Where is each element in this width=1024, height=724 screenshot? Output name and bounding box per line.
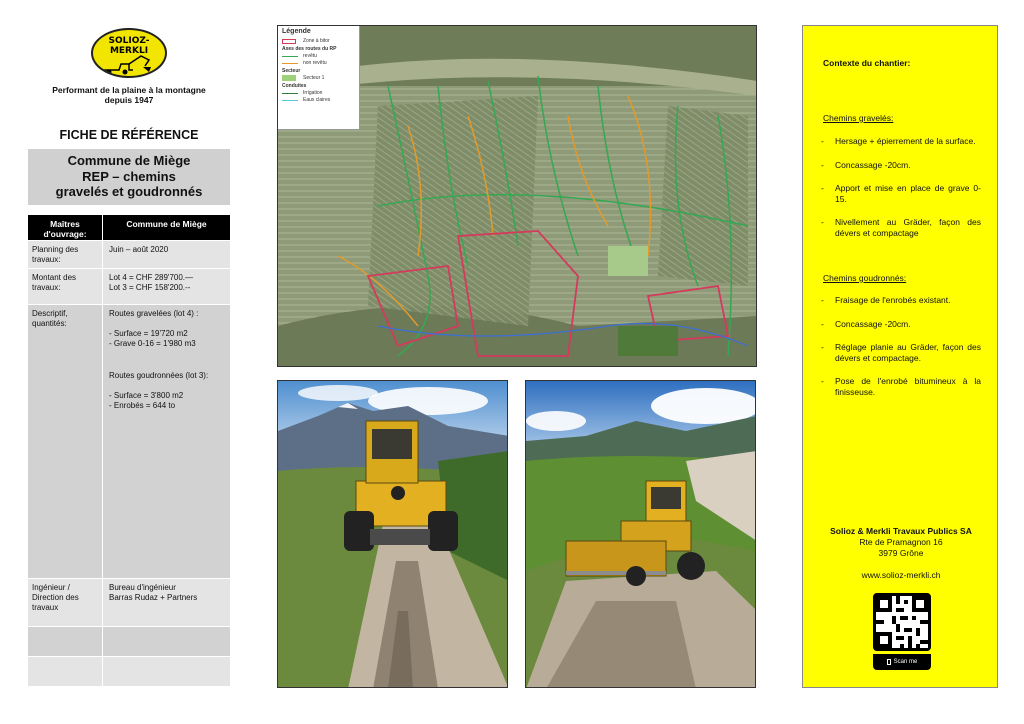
montant-line-1: Lot 4 = CHF 289'700.— — [109, 273, 194, 282]
lot4-list — [109, 329, 224, 349]
empty-cell — [103, 657, 230, 686]
orange-line-swatch — [282, 63, 298, 64]
commune-line-3: gravelés et goudronnés — [55, 184, 203, 199]
map-legend — [278, 26, 360, 130]
fiche-title: FICHE DE RÉFÉRENCE — [59, 128, 199, 142]
context-panel — [802, 25, 998, 688]
green-line-swatch — [282, 56, 298, 57]
list-item-text: Nivellement au Gräder, façon des dévers et compactage — [835, 217, 981, 238]
list-item: - Hersage + épierrement de la surface. — [821, 136, 976, 146]
tagline-line-1: Performant de la plaine à la montagne — [52, 85, 206, 95]
qr-code[interactable] — [873, 593, 931, 651]
empty-cell — [28, 657, 103, 686]
scan-me-text: Scan me — [893, 658, 918, 665]
list-item-text: Concassage -20cm. — [835, 159, 911, 170]
lot3-list — [109, 391, 224, 411]
descriptif-label: Descriptif, quantités: — [28, 305, 103, 578]
list-item: - Pose de l'enrobé bitumineux à la finisseuse. — [821, 376, 981, 397]
legend-item — [282, 60, 355, 66]
table-row — [28, 579, 230, 627]
montant-line-2: Lot 3 = CHF 158'200.-- — [109, 283, 191, 292]
list-item-text: Réglage planie au Gräder, façon des dévers et compactage. — [835, 342, 981, 363]
legend-label: Irrigation — [303, 90, 323, 96]
tagline-line-2: depuis 1947 — [104, 95, 154, 105]
empty-cell — [28, 627, 103, 656]
ingenieur-line-2: Barras Rudaz + Partners — [109, 593, 198, 602]
montant-value — [103, 269, 230, 304]
list-item: - Grave 0-16 = 1'980 m3 — [109, 339, 196, 348]
list-item-text: Fraisage de l'enrobés existant. — [835, 295, 951, 305]
qr-code-icon — [876, 596, 928, 648]
maitres-label: Maîtres d'ouvrage: — [28, 215, 103, 240]
list-item: - Concassage -20cm. — [821, 318, 911, 329]
list-item-text: Hersage + épierrement de la surface. — [835, 136, 976, 146]
list-item: - Apport et mise en place de grave 0-15. — [821, 183, 981, 204]
tagline — [28, 85, 230, 105]
graveles-list — [821, 136, 981, 251]
list-item: - Fraisage de l'enrobés existant. — [821, 295, 951, 305]
list-item: - Enrobés = 644 to — [109, 401, 176, 410]
list-item: - Surface = 3'800 m2 — [109, 391, 184, 400]
legend-title: Légende — [282, 28, 311, 35]
lot3-title: Routes goudronnées (lot 3): — [109, 371, 209, 380]
scan-me-label[interactable] — [873, 654, 931, 670]
legend-label: Zone à bitor — [303, 38, 330, 44]
logo-text: SOLIOZ-MERKLI — [108, 36, 150, 56]
legend-label: non revêtu — [303, 60, 327, 66]
company-website[interactable]: www.solioz-merkli.ch — [861, 570, 941, 580]
goudronnes-title: Chemins goudronnés: — [823, 273, 907, 283]
company-logo — [91, 28, 167, 78]
legend-header: Conduites — [282, 83, 307, 89]
photo-grader-front — [525, 380, 756, 688]
table-header-row — [28, 215, 230, 241]
list-item: - Concassage -20cm. — [821, 159, 911, 170]
phone-icon — [887, 659, 891, 665]
ingenieur-label: Ingénieur / Direction des travaux — [28, 579, 103, 626]
list-item-text: Concassage -20cm. — [835, 318, 911, 329]
goudronnes-list — [821, 295, 981, 410]
ingenieur-value — [103, 579, 230, 626]
photo-grader-rear — [277, 380, 508, 688]
table-row — [28, 241, 230, 269]
table-row-empty — [28, 627, 230, 657]
planning-value: Juin – août 2020 — [109, 245, 169, 254]
company-address-1: Rte de Pramagnon 16 — [859, 537, 943, 547]
list-item-text: Pose de l'enrobé bitumineux à la finisseuse. — [835, 376, 981, 397]
zone-swatch — [282, 39, 296, 44]
excavator-icon — [99, 50, 159, 76]
cyan-line-swatch — [282, 100, 298, 101]
list-item: - Nivellement au Gräder, façon des dévers et compactage — [821, 217, 981, 238]
montant-label: Montant des travaux: — [28, 269, 103, 304]
lot4-title: Routes gravelées (lot 4) : — [109, 309, 199, 318]
list-item-text: Apport et mise en place de grave 0-15. — [835, 183, 981, 204]
legend-label: revêtu — [303, 53, 317, 59]
commune-line-1: Commune de Miège — [67, 153, 191, 168]
commune-title-box — [28, 149, 230, 205]
legend-label: Secteur 1 — [303, 75, 325, 81]
grader-photo-image — [278, 381, 508, 688]
site-map — [277, 25, 757, 367]
legend-item — [282, 75, 355, 81]
table-row — [28, 269, 230, 305]
legend-header: Secteur — [282, 68, 301, 74]
legend-item — [282, 38, 355, 44]
legend-item — [282, 90, 355, 96]
empty-cell — [103, 627, 230, 656]
commune-line-2: REP – chemins — [82, 168, 176, 184]
maitres-value: Commune de Miège — [126, 219, 207, 229]
company-name: Solioz & Merkli Travaux Publics SA — [830, 526, 972, 536]
info-table — [28, 215, 230, 687]
graveles-title: Chemins gravelés: — [823, 113, 894, 123]
table-row — [28, 305, 230, 579]
company-info — [803, 526, 999, 581]
legend-item — [282, 53, 355, 59]
table-row-empty — [28, 657, 230, 687]
context-title: Contexte du chantier: — [823, 58, 911, 68]
legend-header: Axes des routes du RP — [282, 46, 337, 52]
list-item: - Réglage planie au Gräder, façon des dévers et compactage. — [821, 342, 981, 363]
planning-label: Planning des travaux: — [28, 241, 103, 268]
grader-photo-image — [526, 381, 756, 688]
list-item: - Surface = 19'720 m2 — [109, 329, 188, 338]
ingenieur-line-1: Bureau d'ingénieur — [109, 583, 176, 592]
descriptif-value — [103, 305, 230, 578]
company-address-2: 3979 Grône — [878, 548, 924, 558]
legend-item — [282, 97, 355, 103]
dark-green-line-swatch — [282, 93, 298, 94]
green-area-swatch — [282, 75, 296, 81]
legend-label: Eaux claires — [303, 97, 331, 103]
